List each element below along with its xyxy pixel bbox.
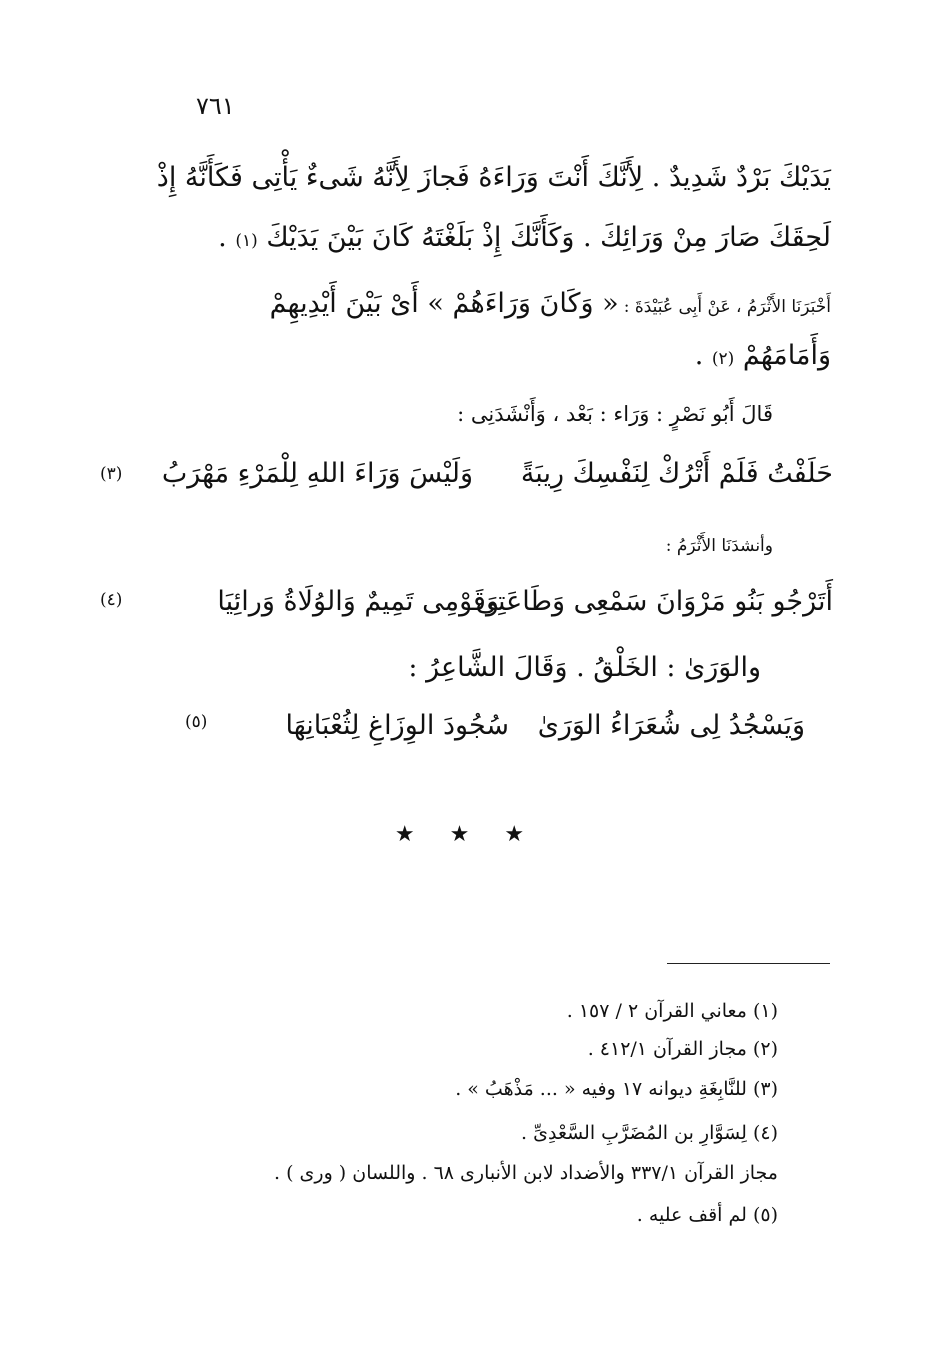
footnote-4-continuation: مجاز القرآن ٣٣٧/١ والأضداد لابن الأنبارى ٦٨ . واللسان ( ورى ) . xyxy=(274,1162,778,1184)
footnote-4: (٤) لِسَوَّارِ بن المُضَرَّبِ السَّعْدِىِّ . xyxy=(521,1122,778,1144)
footnote-3: (٣) للنَّابِغَةِ ديوانه ١٧ وفيه « ... مَذْهَبُ » . xyxy=(455,1078,778,1100)
section-separator-stars: ★ ★ ★ xyxy=(394,822,539,847)
paragraph-1-line-2 xyxy=(218,222,831,253)
paragraph-2-attribution: أَخْبَرَنَا الأَثْرَمُ ، عَنْ أَبِى عُبَيْدَةَ : xyxy=(623,297,831,317)
footnote-ref-3: (٣) xyxy=(100,464,123,484)
footnote-1: (١) معاني القرآن ٢ / ١٥٧ . xyxy=(566,1000,778,1022)
paragraph-1-line-2-text: لَحِقَكَ صَارَ مِنْ وَرَائِكَ . وَكَأَنَّكَ إِذْ بَلَغْتَهُ كَانَ بَيْنَ يَدَيْكَ xyxy=(266,222,831,253)
paragraph-2-line-2-text: وَأَمَامَهُمْ xyxy=(742,340,831,371)
footnote-ref-1: (١) xyxy=(235,231,258,251)
paragraph-2-quote: « وَكَانَ وَرَاءَهُمْ » أَىْ بَيْنَ أَيْدِيهِمْ xyxy=(269,288,619,319)
footnote-ref-4: (٤) xyxy=(100,590,123,610)
verse-2-hemistich-1: أَتَرْجُو بَنُو مَرْوَانَ سَمْعِى وَطَاعَتِى xyxy=(475,586,833,617)
paragraph-1-line-1-text: يَدَيْكَ بَرْدٌ شَدِيدٌ . لِأَنَّكَ أَنْتَ وَرَاءَهُ فَجازَ لِأَنَّهُ شَىءٌ يَأْتِى فَكَأَنَّهُ إِذْ xyxy=(156,162,831,193)
verse-2-hemistich-2: وَقَوْمِى تَمِيمٌ وَالوُلَاةُ وَرائِيَا xyxy=(217,586,499,617)
verse-1-hemistich-2: وَلَيْسَ وَرَاءَ اللهِ لِلْمَرْءِ مَهْرَبُ xyxy=(161,458,473,489)
footnote-ref-2: (٢) xyxy=(711,349,735,369)
paragraph-1-line-1 xyxy=(157,162,831,193)
paragraph-2-line-2 xyxy=(695,340,831,371)
footnote-2: (٢) مجاز القرآن ٤١٢/١ . xyxy=(587,1038,778,1060)
footnote-divider xyxy=(667,963,830,964)
paragraph-2-end: . xyxy=(694,340,704,371)
paragraph-5-text: والوَرَىٰ : الخَلْقُ . وَقَالَ الشَّاعِرُ : xyxy=(408,652,761,683)
paragraph-1-end: . xyxy=(218,222,227,253)
paragraph-5 xyxy=(408,652,761,683)
paragraph-4-intro xyxy=(666,536,773,556)
verse-1-hemistich-1: حَلَفْتُ فَلَمْ أَتْرُكْ لِنَفْسِكَ رِيبَةً xyxy=(520,458,833,489)
paragraph-3-intro-text: قَالَ أَبُو نَصْرٍ : وَرَاء : بَعْد ، وَأَنْشَدَنِى : xyxy=(457,402,773,426)
paragraph-3-intro xyxy=(457,402,773,426)
verse-3-hemistich-2: سُجُودَ الوِزَاغِ لِثُعْبَانِهَا xyxy=(285,710,509,741)
page-number: ٧٦١ xyxy=(196,92,235,120)
paragraph-2-line-1 xyxy=(270,288,831,319)
verse-3-hemistich-1: وَيَسْجُدُ لِى شُعَرَاءُ الوَرَىٰ xyxy=(537,710,805,741)
footnote-5: (٥) لم أقف عليه . xyxy=(636,1204,778,1226)
footnote-ref-5: (٥) xyxy=(185,712,208,732)
paragraph-4-intro-text: وأنشدَنَا الأَثْرَمُ : xyxy=(665,536,773,556)
